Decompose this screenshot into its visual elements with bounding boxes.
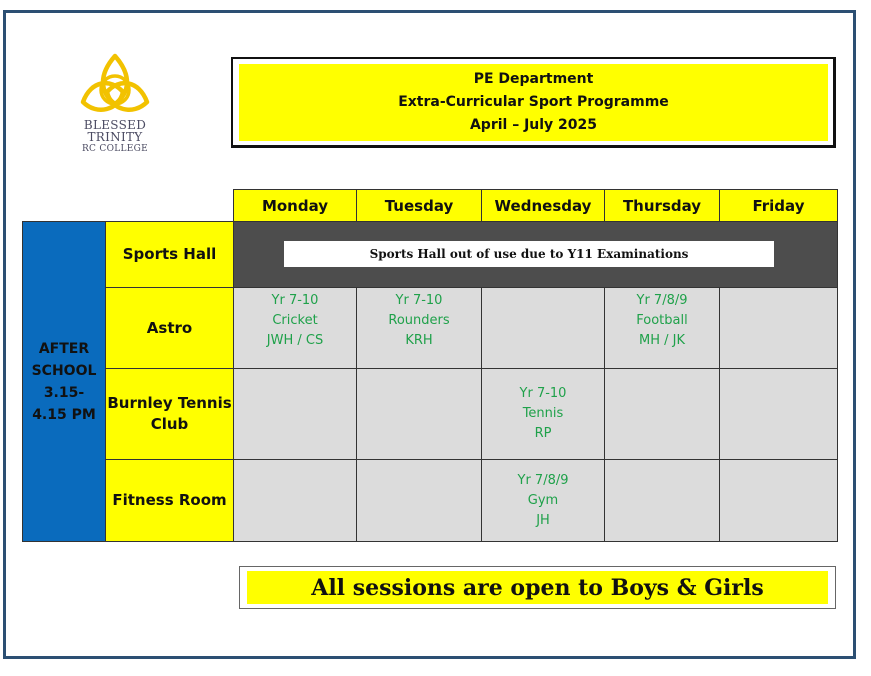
- empty-cell: [605, 369, 720, 460]
- location-sports-hall: Sports Hall: [106, 222, 234, 288]
- activity-year: Yr 7-10: [519, 386, 567, 401]
- location-label-line2: Club: [150, 415, 189, 433]
- day-tuesday: Tuesday: [357, 190, 482, 222]
- empty-cell: [605, 460, 720, 542]
- activity-year: Yr 7/8/9: [636, 293, 688, 308]
- activity-staff: JWH / CS: [266, 333, 324, 348]
- session-line1: AFTER: [38, 340, 90, 357]
- session-line2: SCHOOL: [31, 362, 97, 379]
- activity-astro-tuesday: [357, 288, 482, 369]
- trinity-knot-icon: [77, 52, 153, 118]
- activity-staff: RP: [534, 426, 552, 441]
- blank-corner: [23, 190, 106, 222]
- activity-burnley-wednesday: [482, 369, 605, 460]
- row-sports-hall: [23, 222, 838, 288]
- title-panel: [231, 57, 836, 148]
- title-department: PE Department: [473, 71, 594, 87]
- activity-sport: Rounders: [388, 313, 450, 328]
- day-monday: Monday: [234, 190, 357, 222]
- blank-corner: [106, 190, 234, 222]
- location-astro: Astro: [106, 288, 234, 369]
- activity-astro-monday: [234, 288, 357, 369]
- session-line4: 4.15 PM: [32, 406, 96, 423]
- activity-staff: KRH: [405, 333, 433, 348]
- row-astro: [23, 288, 838, 369]
- title-dates: April – July 2025: [469, 117, 598, 133]
- empty-cell: [720, 369, 838, 460]
- title-programme: Extra-Curricular Sport Programme: [398, 94, 669, 110]
- sports-hall-closed: [234, 222, 838, 288]
- empty-cell: [482, 288, 605, 369]
- timetable: [22, 189, 838, 542]
- session-label: [23, 222, 106, 542]
- empty-cell: [357, 369, 482, 460]
- location-burnley-tennis: [106, 369, 234, 460]
- activity-staff: JH: [536, 512, 550, 528]
- activity-year: Yr 7-10: [395, 293, 443, 308]
- day-wednesday: Wednesday: [482, 190, 605, 222]
- day-header-row: [23, 190, 838, 222]
- empty-cell: [720, 288, 838, 369]
- empty-cell: [234, 369, 357, 460]
- logo-text-line1: BLESSED: [83, 118, 147, 132]
- logo-text-line2: TRINITY: [87, 130, 143, 144]
- activity-sport: Tennis: [522, 406, 564, 421]
- activity-astro-thursday: [605, 288, 720, 369]
- activity-sport: Gym: [527, 492, 559, 508]
- row-fitness-room: [23, 460, 838, 542]
- empty-cell: [234, 460, 357, 542]
- empty-cell: [720, 460, 838, 542]
- location-fitness-room: Fitness Room: [106, 460, 234, 542]
- college-logo: [72, 52, 158, 162]
- day-thursday: Thursday: [605, 190, 720, 222]
- activity-sport: Football: [636, 313, 688, 328]
- footer-panel: [239, 566, 836, 609]
- activity-sport: Cricket: [272, 313, 318, 328]
- activity-staff: MH / JK: [639, 333, 685, 348]
- row-burnley-tennis: [23, 369, 838, 460]
- logo-text-line3: RC COLLEGE: [81, 144, 149, 154]
- empty-cell: [357, 460, 482, 542]
- activity-year: Yr 7-10: [271, 293, 319, 308]
- activity-year: Yr 7/8/9: [517, 472, 569, 488]
- activity-fitness-wednesday: [482, 460, 605, 542]
- session-line3: 3.15-: [43, 384, 85, 401]
- location-label-line1: Burnley Tennis: [107, 394, 232, 412]
- closure-notice: Sports Hall out of use due to Y11 Examinations: [284, 241, 774, 267]
- footer-notice: All sessions are open to Boys & Girls: [247, 571, 828, 604]
- day-friday: Friday: [720, 190, 838, 222]
